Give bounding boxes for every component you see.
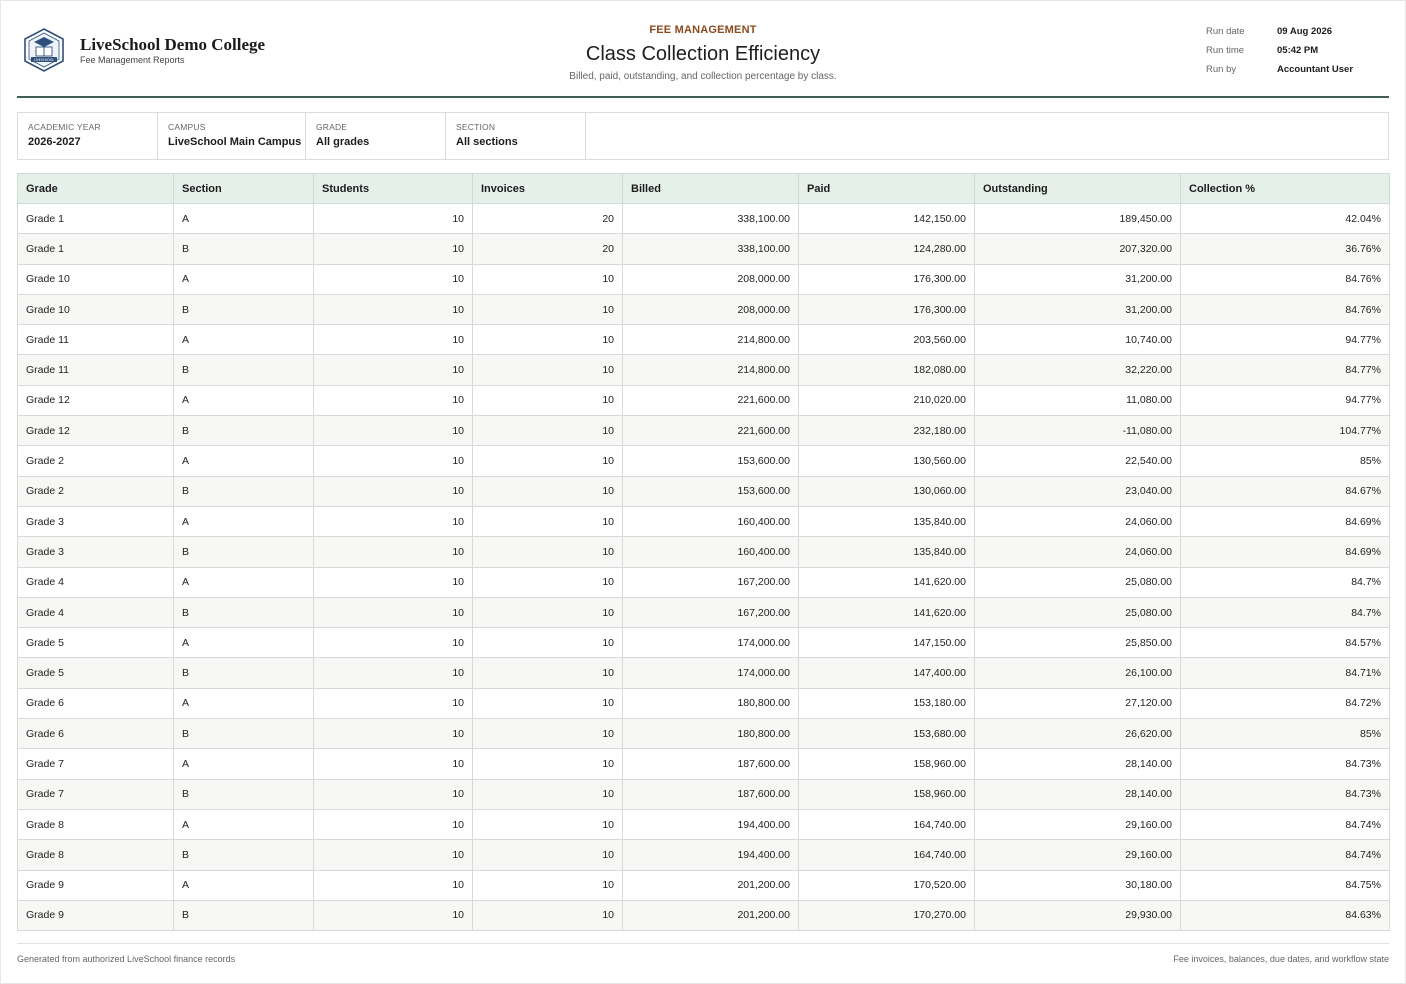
col-billed-cell: 194,400.00 bbox=[623, 840, 799, 870]
col-section-cell: A bbox=[174, 688, 314, 718]
col-outstanding-cell: 31,200.00 bbox=[975, 264, 1181, 294]
col-paid-cell: 124,280.00 bbox=[799, 234, 975, 264]
col-outstanding-cell: -11,080.00 bbox=[975, 416, 1181, 446]
col-invoices-cell: 10 bbox=[473, 537, 623, 567]
col-collection-pct-cell: 84.75% bbox=[1181, 870, 1390, 900]
col-students-cell: 10 bbox=[314, 264, 473, 294]
college-name: LiveSchool Demo College bbox=[80, 35, 266, 54]
col-paid-cell: 182,080.00 bbox=[799, 355, 975, 385]
col-section-cell: B bbox=[174, 476, 314, 506]
col-outstanding-cell: 30,180.00 bbox=[975, 870, 1181, 900]
table-row bbox=[18, 355, 1390, 385]
col-grade-cell: Grade 5 bbox=[18, 658, 174, 688]
run-date-row bbox=[1206, 26, 1396, 45]
school-crest-icon bbox=[23, 28, 65, 72]
col-outstanding-cell: 25,850.00 bbox=[975, 628, 1181, 658]
col-section-cell: A bbox=[174, 506, 314, 536]
col-section-cell: B bbox=[174, 416, 314, 446]
col-students-cell: 10 bbox=[314, 385, 473, 415]
col-students-cell: 10 bbox=[314, 506, 473, 536]
col-grade-cell: Grade 9 bbox=[18, 870, 174, 900]
col-paid-cell: 158,960.00 bbox=[799, 779, 975, 809]
report-heading bbox=[517, 24, 889, 82]
col-invoices-cell: 10 bbox=[473, 294, 623, 324]
col-billed-cell: 201,200.00 bbox=[623, 870, 799, 900]
col-invoices-cell: 10 bbox=[473, 809, 623, 839]
run-meta bbox=[1206, 26, 1396, 83]
table-row bbox=[18, 264, 1390, 294]
table-row bbox=[18, 597, 1390, 627]
filter-label: SECTION bbox=[456, 122, 496, 132]
col-students-cell: 10 bbox=[314, 900, 473, 930]
col-paid-cell: 176,300.00 bbox=[799, 294, 975, 324]
table-row bbox=[18, 446, 1390, 476]
col-paid-cell: 130,560.00 bbox=[799, 446, 975, 476]
col-outstanding-cell: 207,320.00 bbox=[975, 234, 1181, 264]
run-by-row bbox=[1206, 64, 1396, 83]
col-collection-pct-cell: 84.71% bbox=[1181, 658, 1390, 688]
col-collection-pct-cell: 104.77% bbox=[1181, 416, 1390, 446]
filter-label: CAMPUS bbox=[168, 122, 206, 132]
col-students-cell: 10 bbox=[314, 870, 473, 900]
table-row bbox=[18, 385, 1390, 415]
col-invoices-cell: 10 bbox=[473, 506, 623, 536]
col-invoices-cell: 10 bbox=[473, 264, 623, 294]
table-row bbox=[18, 476, 1390, 506]
col-outstanding-cell: 28,140.00 bbox=[975, 779, 1181, 809]
col-invoices-cell: 10 bbox=[473, 870, 623, 900]
col-section-cell: A bbox=[174, 446, 314, 476]
col-grade-cell: Grade 4 bbox=[18, 597, 174, 627]
col-grade-cell: Grade 5 bbox=[18, 628, 174, 658]
logo-text: LIVESCHOOL bbox=[33, 58, 55, 62]
col-collection-pct-cell: 84.67% bbox=[1181, 476, 1390, 506]
col-section-cell: B bbox=[174, 355, 314, 385]
col-students-cell: 10 bbox=[314, 779, 473, 809]
run-date-label: Run date bbox=[1206, 26, 1245, 37]
table-row bbox=[18, 900, 1390, 930]
col-paid-cell: 153,680.00 bbox=[799, 719, 975, 749]
col-grade-cell: Grade 6 bbox=[18, 719, 174, 749]
col-billed-cell: 167,200.00 bbox=[623, 597, 799, 627]
col-section-cell: B bbox=[174, 840, 314, 870]
col-section-cell: A bbox=[174, 385, 314, 415]
col-students-cell: 10 bbox=[314, 537, 473, 567]
table-row bbox=[18, 506, 1390, 536]
col-invoices-header: Invoices bbox=[473, 174, 623, 204]
col-section-cell: B bbox=[174, 900, 314, 930]
col-grade-cell: Grade 7 bbox=[18, 779, 174, 809]
col-billed-cell: 174,000.00 bbox=[623, 628, 799, 658]
col-section-cell: B bbox=[174, 234, 314, 264]
col-outstanding-cell: 26,100.00 bbox=[975, 658, 1181, 688]
col-outstanding-cell: 22,540.00 bbox=[975, 446, 1181, 476]
col-students-cell: 10 bbox=[314, 416, 473, 446]
col-billed-cell: 208,000.00 bbox=[623, 264, 799, 294]
college-subtitle: Fee Management Reports bbox=[80, 55, 185, 65]
col-section-cell: B bbox=[174, 537, 314, 567]
col-collection-pct-cell: 84.76% bbox=[1181, 294, 1390, 324]
filter-label: GRADE bbox=[316, 122, 348, 132]
col-outstanding-cell: 27,120.00 bbox=[975, 688, 1181, 718]
run-by-value: Accountant User bbox=[1277, 64, 1354, 75]
col-paid-header: Paid bbox=[799, 174, 975, 204]
table-row bbox=[18, 809, 1390, 839]
col-billed-cell: 214,800.00 bbox=[623, 325, 799, 355]
col-section-cell: A bbox=[174, 204, 314, 234]
col-paid-cell: 176,300.00 bbox=[799, 264, 975, 294]
col-students-cell: 10 bbox=[314, 597, 473, 627]
table-row bbox=[18, 416, 1390, 446]
col-paid-cell: 141,620.00 bbox=[799, 597, 975, 627]
table-row bbox=[18, 870, 1390, 900]
col-grade-cell: Grade 6 bbox=[18, 688, 174, 718]
col-invoices-cell: 10 bbox=[473, 719, 623, 749]
col-paid-cell: 203,560.00 bbox=[799, 325, 975, 355]
col-billed-cell: 338,100.00 bbox=[623, 204, 799, 234]
col-section-cell: A bbox=[174, 567, 314, 597]
col-collection-pct-cell: 84.77% bbox=[1181, 355, 1390, 385]
col-section-cell: A bbox=[174, 870, 314, 900]
col-students-cell: 10 bbox=[314, 719, 473, 749]
run-date-value: 09 Aug 2026 bbox=[1277, 26, 1333, 37]
col-invoices-cell: 10 bbox=[473, 840, 623, 870]
col-collection-pct-cell: 84.69% bbox=[1181, 506, 1390, 536]
col-students-cell: 10 bbox=[314, 840, 473, 870]
col-billed-cell: 221,600.00 bbox=[623, 416, 799, 446]
col-students-cell: 10 bbox=[314, 658, 473, 688]
table-row bbox=[18, 234, 1390, 264]
col-outstanding-cell: 10,740.00 bbox=[975, 325, 1181, 355]
col-section-cell: A bbox=[174, 325, 314, 355]
col-section-cell: A bbox=[174, 749, 314, 779]
run-time-label: Run time bbox=[1206, 45, 1245, 56]
col-grade-cell: Grade 8 bbox=[18, 840, 174, 870]
col-outstanding-cell: 25,080.00 bbox=[975, 567, 1181, 597]
col-grade-cell: Grade 2 bbox=[18, 446, 174, 476]
col-paid-cell: 170,270.00 bbox=[799, 900, 975, 930]
table-row bbox=[18, 779, 1390, 809]
run-time-row bbox=[1206, 45, 1396, 64]
col-paid-cell: 135,840.00 bbox=[799, 506, 975, 536]
col-grade-cell: Grade 7 bbox=[18, 749, 174, 779]
filter-section bbox=[446, 113, 586, 159]
col-paid-cell: 147,400.00 bbox=[799, 658, 975, 688]
col-billed-cell: 214,800.00 bbox=[623, 355, 799, 385]
col-collection-pct-cell: 36.76% bbox=[1181, 234, 1390, 264]
col-billed-cell: 208,000.00 bbox=[623, 294, 799, 324]
col-billed-cell: 180,800.00 bbox=[623, 688, 799, 718]
table-row bbox=[18, 537, 1390, 567]
col-invoices-cell: 10 bbox=[473, 476, 623, 506]
col-grade-cell: Grade 12 bbox=[18, 385, 174, 415]
col-billed-cell: 221,600.00 bbox=[623, 385, 799, 415]
col-students-cell: 10 bbox=[314, 749, 473, 779]
col-grade-cell: Grade 11 bbox=[18, 325, 174, 355]
table-header-row bbox=[18, 174, 1390, 204]
col-billed-cell: 194,400.00 bbox=[623, 809, 799, 839]
col-section-cell: A bbox=[174, 809, 314, 839]
table-row bbox=[18, 294, 1390, 324]
col-invoices-cell: 10 bbox=[473, 355, 623, 385]
col-invoices-cell: 20 bbox=[473, 204, 623, 234]
filter-value: All grades bbox=[316, 136, 370, 148]
col-invoices-cell: 10 bbox=[473, 325, 623, 355]
col-collection-pct-cell: 84.69% bbox=[1181, 537, 1390, 567]
col-collection-pct-cell: 84.73% bbox=[1181, 779, 1390, 809]
col-students-cell: 10 bbox=[314, 567, 473, 597]
col-collection-pct-cell: 84.63% bbox=[1181, 900, 1390, 930]
col-grade-cell: Grade 10 bbox=[18, 264, 174, 294]
col-billed-cell: 187,600.00 bbox=[623, 749, 799, 779]
col-grade-cell: Grade 12 bbox=[18, 416, 174, 446]
col-paid-cell: 158,960.00 bbox=[799, 749, 975, 779]
col-grade-cell: Grade 1 bbox=[18, 204, 174, 234]
collection-table bbox=[17, 173, 1390, 931]
footer-right-text: Fee invoices, balances, due dates, and workflow state bbox=[1173, 954, 1389, 964]
report-kicker: FEE MANAGEMENT bbox=[649, 24, 757, 36]
col-grade-cell: Grade 8 bbox=[18, 809, 174, 839]
col-invoices-cell: 10 bbox=[473, 597, 623, 627]
col-invoices-cell: 10 bbox=[473, 628, 623, 658]
filter-grade bbox=[306, 113, 446, 159]
col-paid-cell: 210,020.00 bbox=[799, 385, 975, 415]
col-paid-cell: 141,620.00 bbox=[799, 567, 975, 597]
col-invoices-cell: 10 bbox=[473, 416, 623, 446]
col-collection-pct-cell: 84.57% bbox=[1181, 628, 1390, 658]
col-outstanding-cell: 25,080.00 bbox=[975, 597, 1181, 627]
col-billed-cell: 180,800.00 bbox=[623, 719, 799, 749]
filter-bar bbox=[17, 112, 1389, 160]
filter-academic-year bbox=[18, 113, 158, 159]
col-invoices-cell: 10 bbox=[473, 385, 623, 415]
col-paid-cell: 170,520.00 bbox=[799, 870, 975, 900]
filter-label: ACADEMIC YEAR bbox=[28, 122, 101, 132]
col-paid-cell: 232,180.00 bbox=[799, 416, 975, 446]
col-students-cell: 10 bbox=[314, 325, 473, 355]
col-section-cell: B bbox=[174, 294, 314, 324]
col-section-cell: B bbox=[174, 658, 314, 688]
col-grade-cell: Grade 9 bbox=[18, 900, 174, 930]
filter-campus bbox=[158, 113, 306, 159]
col-invoices-cell: 10 bbox=[473, 658, 623, 688]
col-outstanding-cell: 28,140.00 bbox=[975, 749, 1181, 779]
col-collection-pct-cell: 84.7% bbox=[1181, 597, 1390, 627]
table-row bbox=[18, 719, 1390, 749]
col-grade-cell: Grade 11 bbox=[18, 355, 174, 385]
col-billed-cell: 153,600.00 bbox=[623, 446, 799, 476]
col-students-header: Students bbox=[314, 174, 473, 204]
col-students-cell: 10 bbox=[314, 294, 473, 324]
col-outstanding-cell: 29,930.00 bbox=[975, 900, 1181, 930]
col-collection-pct-header: Collection % bbox=[1181, 174, 1390, 204]
col-billed-cell: 153,600.00 bbox=[623, 476, 799, 506]
col-outstanding-cell: 11,080.00 bbox=[975, 385, 1181, 415]
col-invoices-cell: 10 bbox=[473, 779, 623, 809]
col-section-cell: B bbox=[174, 597, 314, 627]
col-invoices-cell: 10 bbox=[473, 567, 623, 597]
col-grade-cell: Grade 4 bbox=[18, 567, 174, 597]
filter-value: LiveSchool Main Campus bbox=[168, 136, 302, 148]
filter-value: All sections bbox=[456, 136, 518, 148]
run-time-value: 05:42 PM bbox=[1277, 45, 1319, 56]
col-section-cell: B bbox=[174, 719, 314, 749]
col-students-cell: 10 bbox=[314, 204, 473, 234]
table-row bbox=[18, 325, 1390, 355]
col-paid-cell: 142,150.00 bbox=[799, 204, 975, 234]
col-outstanding-cell: 32,220.00 bbox=[975, 355, 1181, 385]
col-students-cell: 10 bbox=[314, 355, 473, 385]
filter-value: 2026-2027 bbox=[28, 136, 81, 148]
col-grade-cell: Grade 3 bbox=[18, 506, 174, 536]
col-collection-pct-cell: 84.7% bbox=[1181, 567, 1390, 597]
table-row bbox=[18, 840, 1390, 870]
col-billed-cell: 187,600.00 bbox=[623, 779, 799, 809]
run-by-label: Run by bbox=[1206, 64, 1237, 75]
col-invoices-cell: 20 bbox=[473, 234, 623, 264]
col-students-cell: 10 bbox=[314, 809, 473, 839]
col-paid-cell: 147,150.00 bbox=[799, 628, 975, 658]
col-billed-cell: 174,000.00 bbox=[623, 658, 799, 688]
col-invoices-cell: 10 bbox=[473, 749, 623, 779]
col-collection-pct-cell: 42.04% bbox=[1181, 204, 1390, 234]
col-collection-pct-cell: 94.77% bbox=[1181, 325, 1390, 355]
col-students-cell: 10 bbox=[314, 688, 473, 718]
report-description: Billed, paid, outstanding, and collection percentage by class. bbox=[569, 71, 837, 82]
col-billed-cell: 160,400.00 bbox=[623, 537, 799, 567]
col-billed-cell: 160,400.00 bbox=[623, 506, 799, 536]
col-section-cell: A bbox=[174, 264, 314, 294]
col-grade-header: Grade bbox=[18, 174, 174, 204]
col-collection-pct-cell: 84.73% bbox=[1181, 749, 1390, 779]
col-collection-pct-cell: 84.76% bbox=[1181, 264, 1390, 294]
col-invoices-cell: 10 bbox=[473, 900, 623, 930]
col-students-cell: 10 bbox=[314, 476, 473, 506]
col-grade-cell: Grade 1 bbox=[18, 234, 174, 264]
col-paid-cell: 130,060.00 bbox=[799, 476, 975, 506]
col-outstanding-cell: 29,160.00 bbox=[975, 809, 1181, 839]
col-students-cell: 10 bbox=[314, 628, 473, 658]
col-outstanding-cell: 24,060.00 bbox=[975, 506, 1181, 536]
col-billed-header: Billed bbox=[623, 174, 799, 204]
col-paid-cell: 135,840.00 bbox=[799, 537, 975, 567]
col-section-header: Section bbox=[174, 174, 314, 204]
col-collection-pct-cell: 84.74% bbox=[1181, 840, 1390, 870]
col-outstanding-cell: 29,160.00 bbox=[975, 840, 1181, 870]
col-collection-pct-cell: 84.72% bbox=[1181, 688, 1390, 718]
table-row bbox=[18, 688, 1390, 718]
report-footer bbox=[17, 943, 1389, 968]
table-row bbox=[18, 749, 1390, 779]
col-invoices-cell: 10 bbox=[473, 446, 623, 476]
col-outstanding-cell: 24,060.00 bbox=[975, 537, 1181, 567]
col-outstanding-cell: 26,620.00 bbox=[975, 719, 1181, 749]
col-outstanding-cell: 31,200.00 bbox=[975, 294, 1181, 324]
col-invoices-cell: 10 bbox=[473, 688, 623, 718]
col-section-cell: A bbox=[174, 628, 314, 658]
col-collection-pct-cell: 85% bbox=[1181, 446, 1390, 476]
table-row bbox=[18, 658, 1390, 688]
col-paid-cell: 164,740.00 bbox=[799, 809, 975, 839]
col-outstanding-cell: 23,040.00 bbox=[975, 476, 1181, 506]
col-students-cell: 10 bbox=[314, 234, 473, 264]
col-billed-cell: 338,100.00 bbox=[623, 234, 799, 264]
col-billed-cell: 201,200.00 bbox=[623, 900, 799, 930]
col-students-cell: 10 bbox=[314, 446, 473, 476]
col-grade-cell: Grade 3 bbox=[18, 537, 174, 567]
col-section-cell: B bbox=[174, 779, 314, 809]
report-header bbox=[17, 18, 1389, 98]
col-paid-cell: 164,740.00 bbox=[799, 840, 975, 870]
page-title: Class Collection Efficiency bbox=[585, 43, 821, 65]
col-collection-pct-cell: 84.74% bbox=[1181, 809, 1390, 839]
col-billed-cell: 167,200.00 bbox=[623, 567, 799, 597]
col-collection-pct-cell: 85% bbox=[1181, 719, 1390, 749]
table-row bbox=[18, 628, 1390, 658]
table-body bbox=[18, 204, 1390, 931]
col-collection-pct-cell: 94.77% bbox=[1181, 385, 1390, 415]
footer-left-text: Generated from authorized LiveSchool finance records bbox=[17, 954, 236, 964]
table-row bbox=[18, 204, 1390, 234]
col-grade-cell: Grade 10 bbox=[18, 294, 174, 324]
col-outstanding-header: Outstanding bbox=[975, 174, 1181, 204]
col-paid-cell: 153,180.00 bbox=[799, 688, 975, 718]
table-row bbox=[18, 567, 1390, 597]
col-grade-cell: Grade 2 bbox=[18, 476, 174, 506]
col-outstanding-cell: 189,450.00 bbox=[975, 204, 1181, 234]
